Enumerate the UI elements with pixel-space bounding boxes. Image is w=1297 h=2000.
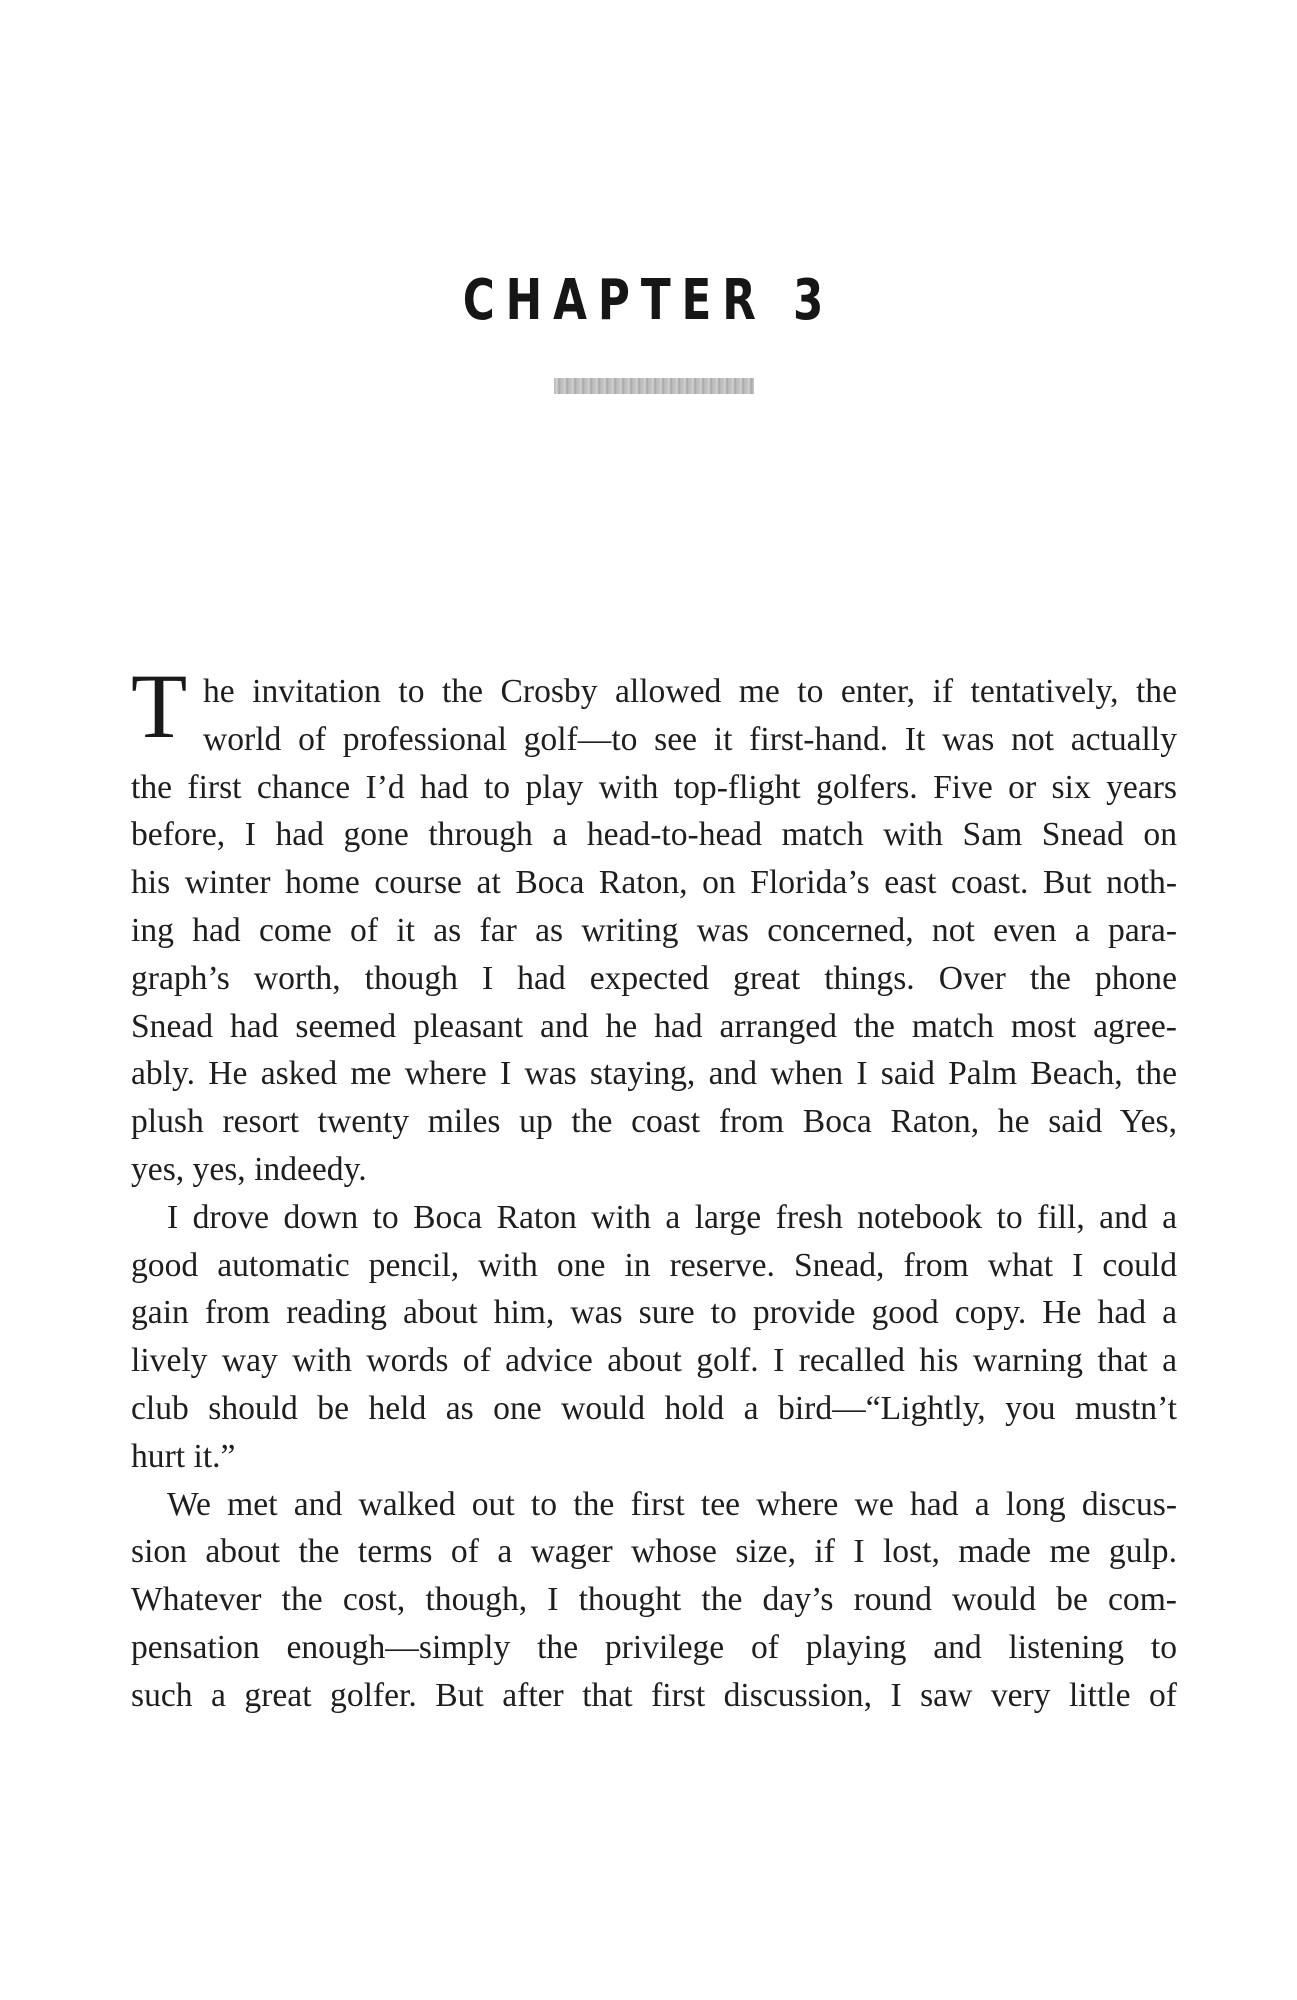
text-line: sion about the terms of a wager whose size, if I lost, made me gulp. (131, 1533, 1177, 1571)
text-line: plush resort twenty miles up the coast from Boca Raton, he said Yes, (131, 1103, 1177, 1141)
text-line: club should be held as one would hold a bird—“Lightly, you mustn’t (131, 1389, 1177, 1427)
drop-cap: T (131, 655, 188, 757)
text-line: graph’s worth, though I had expected great things. Over the phone (131, 959, 1177, 997)
text-line: Whatever the cost, though, I thought the day’s round would be com- (131, 1581, 1177, 1619)
paragraph-3 (131, 1481, 1177, 1720)
text-line: yes, yes, indeedy. (131, 1150, 367, 1188)
text-line: the first chance I’d had to play with top-flight golfers. Five or six years (131, 768, 1177, 806)
text-line: his winter home course at Boca Raton, on Florida’s east coast. But noth- (131, 864, 1177, 902)
paragraph-1 (131, 668, 1177, 1194)
text-line: gain from reading about him, was sure to provide good copy. He had a (131, 1294, 1177, 1332)
text-line: before, I had gone through a head-to-head match with Sam Snead on (131, 816, 1177, 854)
chapter-heading: CHAPTER 3 (462, 268, 835, 333)
text-line: Snead had seemed pleasant and he had arranged the match most agree- (131, 1007, 1177, 1045)
text-line: hurt it.” (131, 1437, 236, 1475)
text-line: lively way with words of advice about golf. I recalled his warning that a (131, 1342, 1177, 1380)
text-line: world of professional golf—to see it first-hand. It was not actually (203, 720, 1177, 758)
text-line: I drove down to Boca Raton with a large fresh notebook to fill, and a (167, 1198, 1177, 1236)
paragraph-2 (131, 1194, 1177, 1481)
text-line: We met and walked out to the first tee where we had a long discus- (167, 1485, 1177, 1523)
chapter-ornament-rule (554, 378, 754, 394)
text-line: he invitation to the Crosby allowed me to enter, if tentatively, the (203, 673, 1177, 710)
text-line: good automatic pencil, with one in reserve. Snead, from what I could (131, 1246, 1177, 1284)
body-text (131, 668, 1177, 1720)
text-line: ing had come of it as far as writing was concerned, not even a para- (131, 911, 1177, 949)
text-line: pensation enough—simply the privilege of playing and listening to (131, 1628, 1177, 1666)
text-line: ably. He asked me where I was staying, and when I said Palm Beach, the (131, 1055, 1177, 1093)
text-line: such a great golfer. But after that first discussion, I saw very little of (131, 1676, 1177, 1714)
